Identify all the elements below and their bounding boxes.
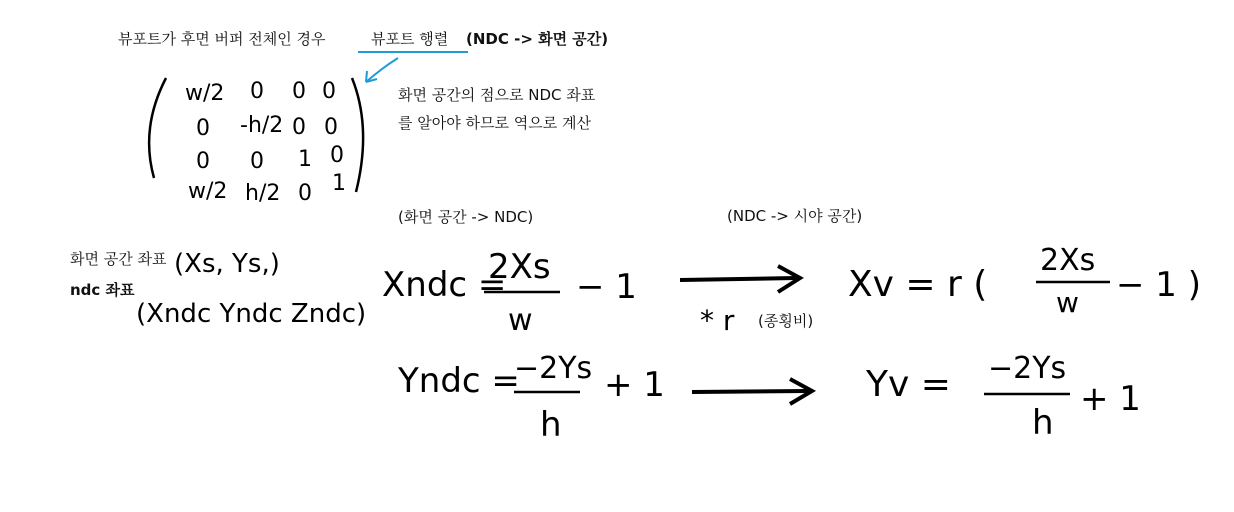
matrix-cell: 0 bbox=[250, 149, 264, 174]
eq3-denominator: w bbox=[1056, 286, 1079, 319]
matrix-cell: 0 bbox=[298, 181, 312, 206]
eq3-tail: − 1 ) bbox=[1116, 265, 1201, 305]
matrix-cell: 0 bbox=[292, 79, 306, 104]
matrix-cell: 0 bbox=[196, 149, 210, 174]
eq1-denominator: w bbox=[508, 303, 533, 338]
label-screen-to-ndc: (화면 공간 -> NDC) bbox=[398, 208, 534, 226]
side-note-line2: 를 알아야 하므로 역으로 계산 bbox=[398, 114, 591, 132]
aspect-ratio-label: (종횡비) bbox=[758, 312, 814, 330]
side-note-line1: 화면 공간의 점으로 NDC 좌표 bbox=[398, 86, 596, 104]
title-suffix: (NDC -> 화면 공간) bbox=[466, 30, 609, 48]
eq2-numerator: −2Ys bbox=[514, 351, 593, 386]
eq4-numerator: −2Ys bbox=[988, 351, 1067, 386]
matrix-left-bracket bbox=[149, 78, 166, 178]
highlight-pointer-line bbox=[366, 58, 398, 82]
eq4-tail: + 1 bbox=[1080, 379, 1141, 419]
ndc-coord-tuple: (Xndc Yndc Zndc) bbox=[136, 299, 367, 329]
eq2-denominator: h bbox=[540, 405, 562, 445]
ndc-coord-label: ndc 좌표 bbox=[70, 281, 135, 299]
screen-coord-tuple: (Xs, Ys,) bbox=[174, 249, 280, 279]
arrow-screen-to-view-2 bbox=[692, 391, 808, 392]
eq3-lhs: Xv = r ( bbox=[848, 264, 988, 305]
eq4-lhs: Yv = bbox=[866, 364, 951, 405]
matrix-cell: 1 bbox=[298, 147, 312, 172]
arrow-screen-to-view-1 bbox=[680, 278, 796, 280]
matrix-cell: w/2 bbox=[188, 179, 228, 204]
eq1-numerator: 2Xs bbox=[488, 247, 551, 287]
eq1-lhs: Xndc = bbox=[382, 265, 507, 305]
eq4-denominator: h bbox=[1032, 403, 1054, 443]
matrix-cell: 0 bbox=[324, 115, 338, 140]
eq2-lhs: Yndc = bbox=[398, 361, 520, 401]
matrix-cell: h/2 bbox=[245, 181, 281, 206]
matrix-cell: 0 bbox=[330, 143, 344, 168]
matrix-right-bracket bbox=[352, 78, 363, 192]
matrix-cell: w/2 bbox=[185, 81, 225, 106]
matrix-cell: 0 bbox=[196, 116, 210, 141]
title-highlight: 뷰포트 행렬 bbox=[371, 30, 449, 48]
eq1-tail: − 1 bbox=[576, 267, 637, 307]
eq2-tail: + 1 bbox=[604, 365, 665, 405]
screen-coord-label: 화면 공간 좌표 bbox=[70, 250, 167, 268]
eq3-numerator: 2Xs bbox=[1040, 243, 1096, 278]
matrix-cell: 0 bbox=[292, 115, 306, 140]
label-ndc-to-view: (NDC -> 시야 공간) bbox=[727, 207, 863, 225]
aspect-multiplier: * r bbox=[700, 304, 735, 337]
title-prefix: 뷰포트가 후면 버퍼 전체인 경우 bbox=[118, 30, 326, 48]
matrix-cell: 1 bbox=[332, 171, 346, 196]
matrix-cell: 0 bbox=[322, 79, 336, 104]
matrix-cell: 0 bbox=[250, 79, 264, 104]
matrix-cell: -h/2 bbox=[240, 113, 284, 138]
